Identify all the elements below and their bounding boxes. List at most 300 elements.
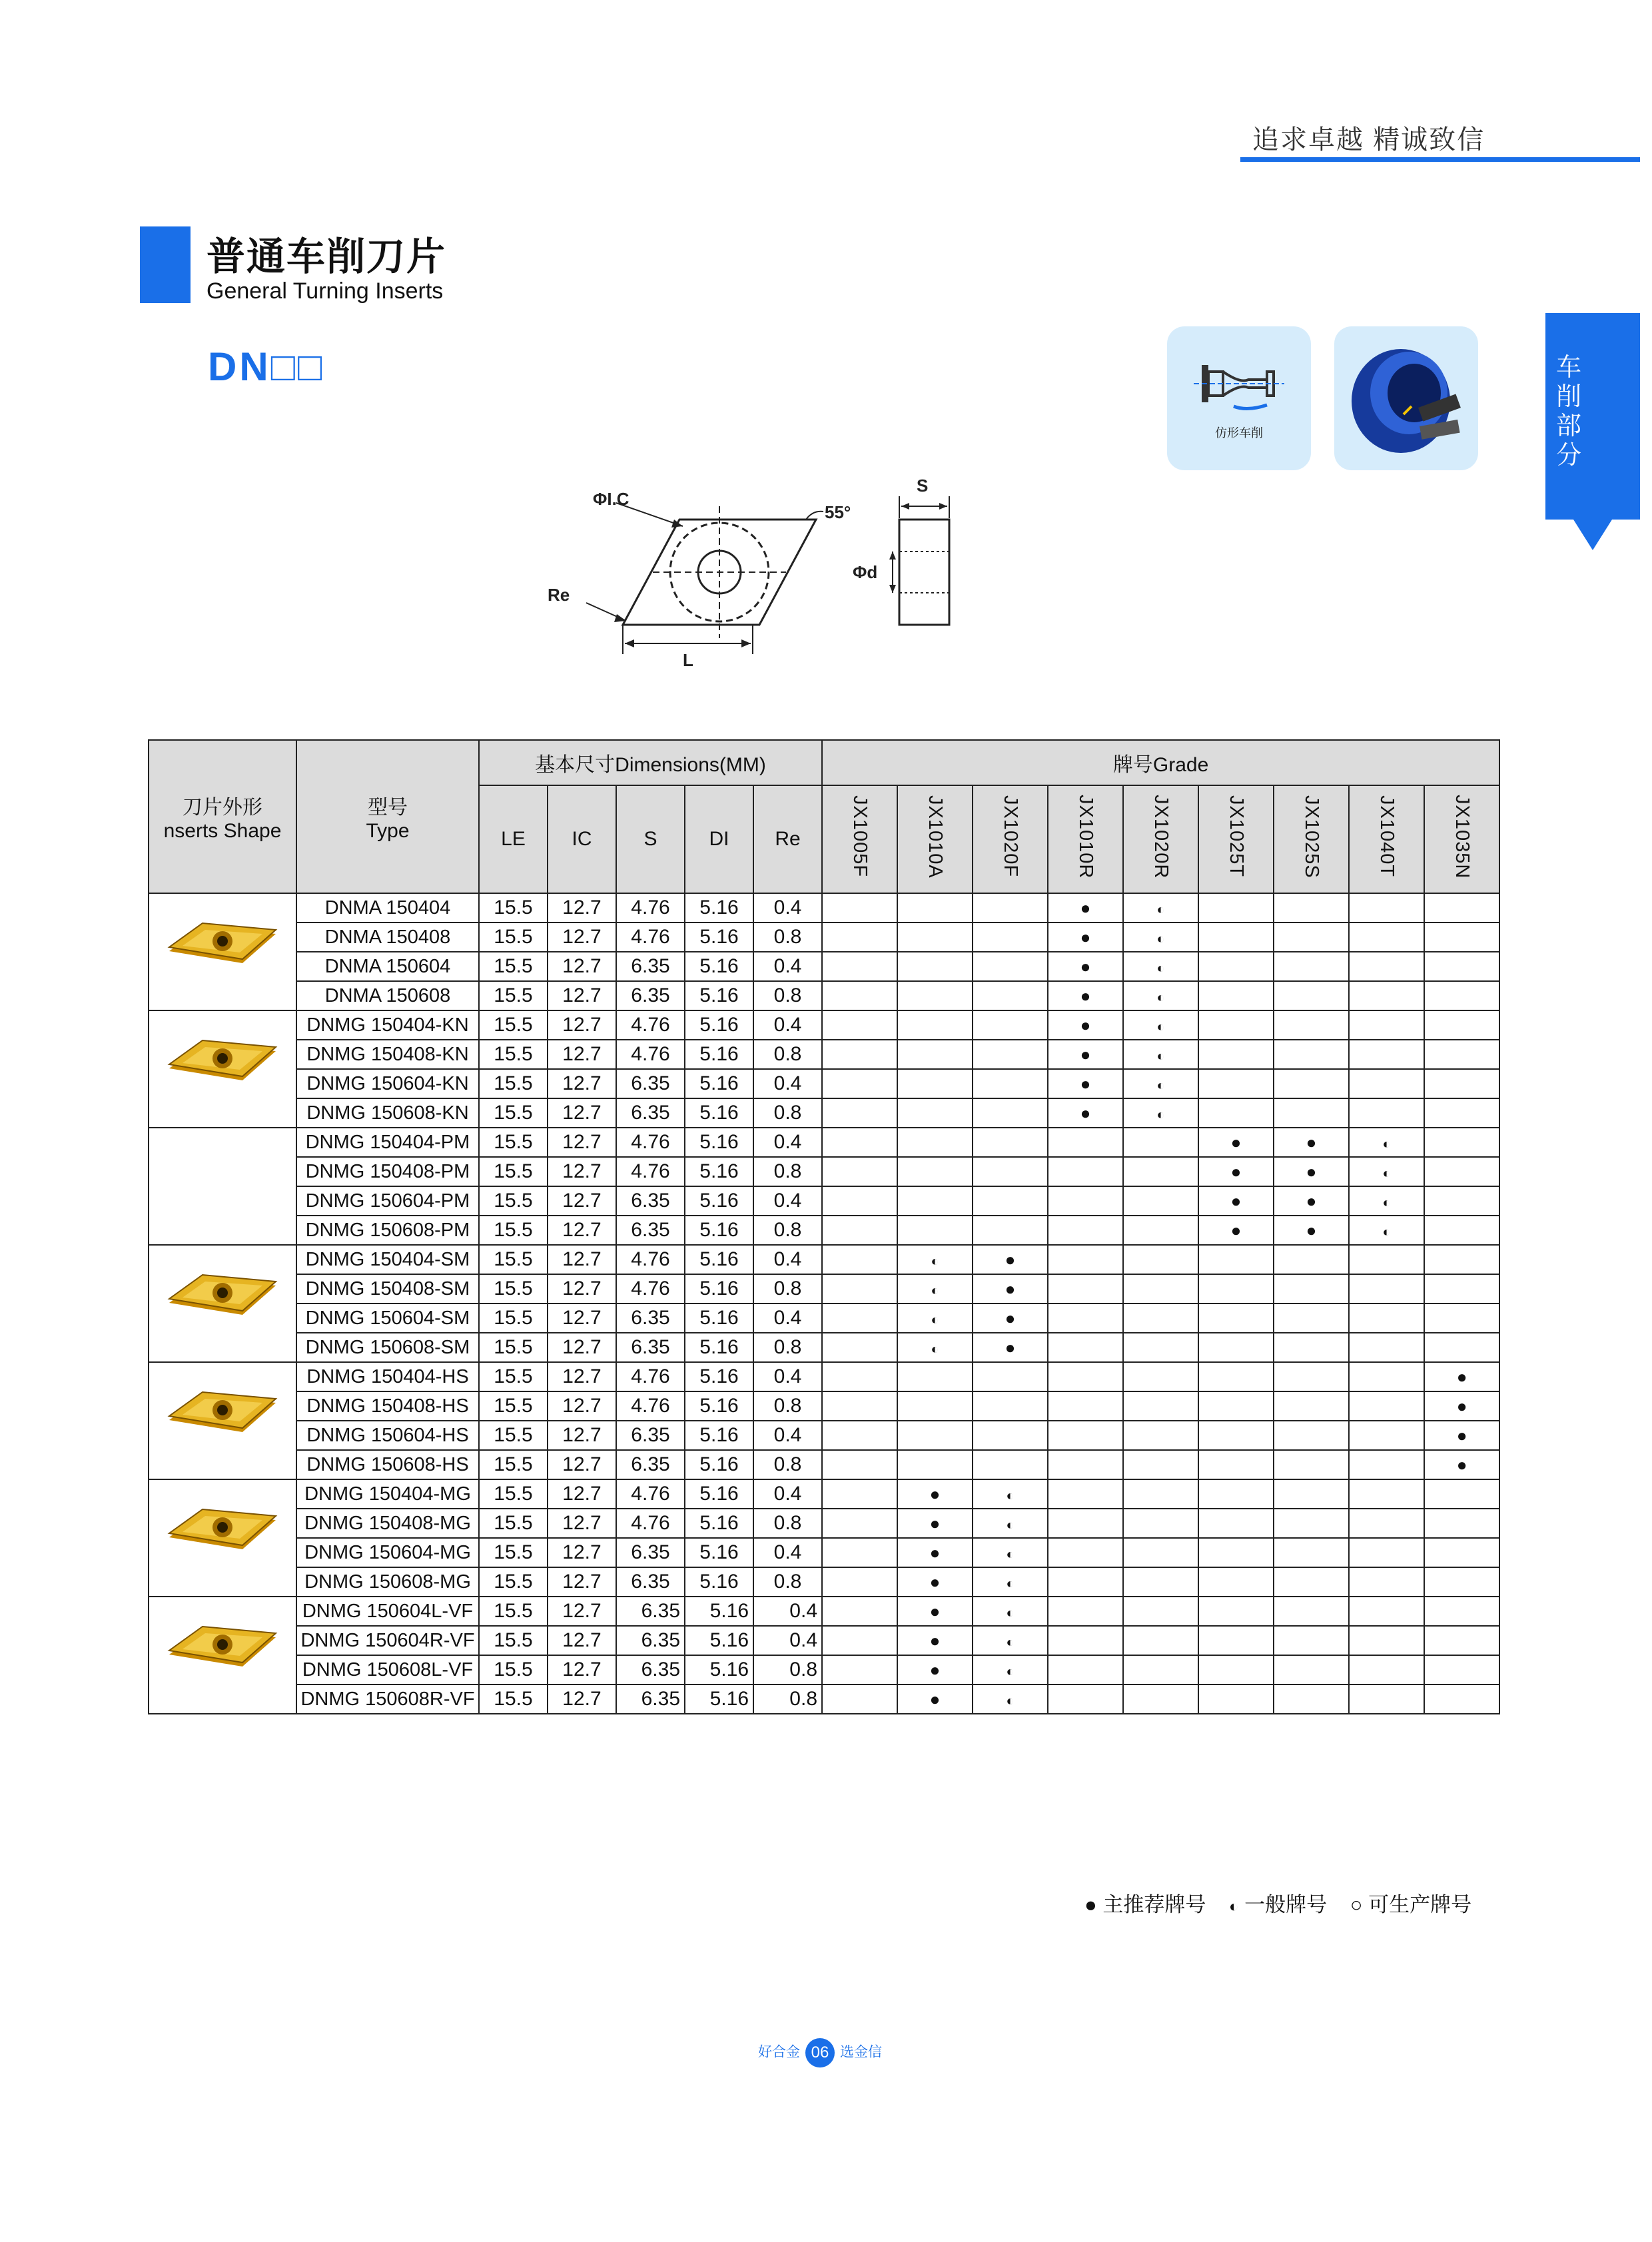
grade-mark-cell (897, 1479, 973, 1509)
dimension-cell: 0.8 (753, 1216, 822, 1245)
dimension-cell: 4.76 (616, 1040, 685, 1069)
grade-mark-cell (822, 1567, 897, 1597)
grade-mark: ◐ (1006, 1694, 1015, 1708)
grade-mark: ● (1080, 1044, 1091, 1064)
grade-mark-cell (1048, 1391, 1123, 1421)
grade-mark: ● (1005, 1279, 1016, 1299)
grade-mark-cell (1274, 1362, 1349, 1391)
grade-mark-cell (822, 1655, 897, 1684)
grade-mark-cell (897, 1157, 973, 1186)
grade-mark-cell (1349, 1069, 1424, 1098)
dimension-cell: 12.7 (548, 1098, 616, 1128)
profile-turning-card (1167, 326, 1311, 470)
grade-mark-cell (1198, 1655, 1274, 1684)
grade-mark-cell (1198, 981, 1274, 1010)
grade-mark: ● (1080, 1074, 1091, 1094)
dnmg-hs-insert-icon (156, 1368, 289, 1468)
grade-mark-cell (973, 1626, 1048, 1655)
grade-mark-cell (1274, 1391, 1349, 1421)
grade-mark-cell (1198, 1128, 1274, 1157)
grade-mark-cell (822, 1304, 897, 1333)
dnmg-sm-insert-icon (156, 1251, 289, 1351)
insert-shape-cell (149, 1010, 296, 1128)
grade-mark-cell (973, 1098, 1048, 1128)
insert-type-cell: DNMG 150604-MG (296, 1538, 479, 1567)
grade-mark-cell (1048, 1157, 1123, 1186)
grade-mark-cell (1123, 893, 1198, 923)
insert-shape-cell (149, 893, 296, 1010)
grade-mark-cell (1048, 1655, 1123, 1684)
dimension-cell: 4.76 (616, 1479, 685, 1509)
grade-mark: ◐ (931, 1342, 939, 1357)
grade-mark-cell (897, 1274, 973, 1304)
dimension-cell: 12.7 (548, 1333, 616, 1362)
insert-type-cell: DNMG 150608-HS (296, 1450, 479, 1479)
dimension-cell: 12.7 (548, 1274, 616, 1304)
grade-mark-cell (1424, 1567, 1499, 1597)
grade-mark: ◐ (931, 1313, 939, 1327)
dimension-cell: 15.5 (479, 981, 548, 1010)
grade-mark-cell (1048, 1479, 1123, 1509)
grade-mark: ● (1080, 1103, 1091, 1123)
re-label: Re (548, 585, 570, 605)
dimension-cell: 5.16 (685, 1626, 753, 1655)
dimension-cell: 6.35 (616, 1304, 685, 1333)
insert-type-cell: DNMG 150408-SM (296, 1274, 479, 1304)
table-row (149, 952, 1499, 981)
grade-mark-cell (822, 1509, 897, 1538)
table-body (149, 893, 1499, 1714)
table-row (149, 1684, 1499, 1714)
grade-mark-cell (822, 1157, 897, 1186)
grade-mark: ● (1230, 1162, 1242, 1182)
grade-mark-cell (1349, 1684, 1424, 1714)
grade-mark-cell (897, 1098, 973, 1128)
table-row (149, 1010, 1499, 1040)
dimension-cell: 0.8 (753, 1333, 822, 1362)
grade-mark-cell (1349, 981, 1424, 1010)
dimension-cell: 0.4 (753, 1626, 822, 1655)
grade-mark-cell (973, 1450, 1048, 1479)
grade-mark-cell (1198, 1362, 1274, 1391)
table-row (149, 1567, 1499, 1597)
grade-mark: ◐ (1382, 1196, 1391, 1210)
grade-code: JX1010A (925, 795, 947, 879)
grade-mark-cell (822, 1098, 897, 1128)
grade-mark-cell (1274, 1304, 1349, 1333)
dimension-cell: 6.35 (616, 1626, 685, 1655)
type-column-header (296, 740, 479, 893)
grade-mark-cell (1123, 1216, 1198, 1245)
table-row (149, 893, 1499, 923)
grade-mark: ◐ (1156, 990, 1165, 1005)
grade-mark-cell (973, 1304, 1048, 1333)
grade-mark-cell (1349, 1450, 1424, 1479)
grade-mark-cell (1123, 1362, 1198, 1391)
dimension-cell: 12.7 (548, 923, 616, 952)
grade-mark: ● (929, 1689, 941, 1709)
insert-type-cell: DNMG 150404-SM (296, 1245, 479, 1274)
grade-mark-cell (973, 1655, 1048, 1684)
grade-mark: ● (1080, 898, 1091, 918)
grade-mark: ● (1230, 1132, 1242, 1152)
grade-mark-cell (1048, 1040, 1123, 1069)
grade-code: JX1025S (1301, 795, 1323, 879)
grade-mark-cell (1123, 1479, 1198, 1509)
grade-mark-cell (973, 1010, 1048, 1040)
angle-label: 55° (825, 502, 851, 522)
grade-code: JX1040T (1376, 795, 1398, 878)
dimension-cell: 0.8 (753, 1450, 822, 1479)
grade-mark: ◐ (1006, 1635, 1015, 1650)
dimension-cell: 15.5 (479, 1597, 548, 1626)
dimension-cell: 5.16 (685, 1128, 753, 1157)
grade-mark-cell (1274, 923, 1349, 952)
grade-mark-cell (1198, 1333, 1274, 1362)
grade-mark-cell (897, 1216, 973, 1245)
grade-mark-cell (973, 1509, 1048, 1538)
table-row (149, 1655, 1499, 1684)
insert-shape-cell (149, 1128, 296, 1245)
dimension-cell: 5.16 (685, 1538, 753, 1567)
insert-type-cell: DNMG 150604L-VF (296, 1597, 479, 1626)
section-tab-label (1545, 353, 1592, 470)
dimension-cell: 5.16 (685, 1567, 753, 1597)
dimension-cell: 15.5 (479, 1655, 548, 1684)
thickness-label: S (917, 476, 929, 496)
grade-mark-cell (973, 923, 1048, 952)
section-tab-pointer (1573, 520, 1612, 550)
grade-mark-cell (1274, 1538, 1349, 1567)
grade-mark-cell (973, 1216, 1048, 1245)
grade-mark-cell (822, 1391, 897, 1421)
grade-mark-cell (897, 1567, 973, 1597)
grade-mark-cell (1123, 1010, 1198, 1040)
grade-code: JX1020R (1150, 794, 1172, 879)
grade-mark-cell (1198, 1567, 1274, 1597)
grade-mark: ● (1080, 927, 1091, 947)
dimension-cell: 5.16 (685, 1098, 753, 1128)
grade-mark-cell (822, 981, 897, 1010)
dimension-cell: 12.7 (548, 1597, 616, 1626)
external-turning-card (1334, 326, 1478, 470)
grade-mark-cell (822, 1450, 897, 1479)
grade-mark-cell (1349, 923, 1424, 952)
grade-mark: ● (1080, 986, 1091, 1006)
external-turning-icon (1334, 326, 1478, 470)
grade-mark-cell (1424, 1157, 1499, 1186)
grade-mark-cell (973, 1157, 1048, 1186)
grade-mark-cell (1048, 1684, 1123, 1714)
grade-mark-cell (1123, 1304, 1198, 1333)
dimension-cell: 4.76 (616, 923, 685, 952)
grade-mark-cell (1123, 1509, 1198, 1538)
grade-mark-cell (1123, 1128, 1198, 1157)
dimension-cell: 15.5 (479, 1509, 548, 1538)
dimension-cell: 4.76 (616, 1391, 685, 1421)
grade-code: JX1025T (1226, 795, 1248, 878)
table-row (149, 1186, 1499, 1216)
grade-mark-cell (973, 1479, 1048, 1509)
grade-code: JX1035N (1451, 794, 1473, 879)
grade-mark: ◐ (1006, 1577, 1015, 1591)
grade-mark: ● (929, 1543, 941, 1563)
dimension-cell: 15.5 (479, 1538, 548, 1567)
dimension-cell: 0.4 (753, 1479, 822, 1509)
dimension-cell: 5.16 (685, 1362, 753, 1391)
insert-shape-cell (149, 1479, 296, 1597)
dimension-cell: 5.16 (685, 1684, 753, 1714)
table-row (149, 1128, 1499, 1157)
dimension-cell: 6.35 (616, 1333, 685, 1362)
grade-mark-cell (822, 1626, 897, 1655)
dimension-cell: 12.7 (548, 1304, 616, 1333)
dimension-cell: 6.35 (616, 1567, 685, 1597)
grade-mark-cell (822, 1684, 897, 1714)
dimension-cell: 15.5 (479, 1684, 548, 1714)
grade-mark-cell (1424, 1597, 1499, 1626)
grade-mark-cell (1349, 1098, 1424, 1128)
insert-type-cell: DNMG 150408-PM (296, 1157, 479, 1186)
grade-mark-cell (1198, 1538, 1274, 1567)
grade-mark-cell (1198, 1421, 1274, 1450)
dimension-cell: 15.5 (479, 1304, 548, 1333)
insert-type-cell: DNMG 150608L-VF (296, 1655, 479, 1684)
grade-mark-cell (1349, 1216, 1424, 1245)
page-title: 普通车削刀片 (206, 235, 447, 278)
grade-mark: ● (929, 1631, 941, 1651)
grade-mark-cell (1048, 1304, 1123, 1333)
grade-mark-cell (1349, 1538, 1424, 1567)
grade-mark-cell (1424, 1333, 1499, 1362)
grade-mark-cell (1424, 893, 1499, 923)
dimension-cell: 6.35 (616, 1421, 685, 1450)
dimension-cell: 12.7 (548, 1421, 616, 1450)
grade-mark-cell (1198, 1157, 1274, 1186)
grade-mark-cell (1349, 1655, 1424, 1684)
grade-mark-cell (1198, 1216, 1274, 1245)
dimension-cell: 0.8 (753, 1274, 822, 1304)
header-slogan: 追求卓越 精诚致信 (1252, 125, 1485, 155)
grade-mark-cell (822, 1421, 897, 1450)
grade-mark-cell (1274, 1010, 1349, 1040)
dimension-cell: 12.7 (548, 1362, 616, 1391)
grade-mark-cell (1198, 1684, 1274, 1714)
dimension-cell: 4.76 (616, 1010, 685, 1040)
dimension-cell: 5.16 (685, 1597, 753, 1626)
dnmg-kn-insert-icon (156, 1016, 289, 1116)
dimension-cell: 12.7 (548, 1245, 616, 1274)
dimension-cell: 0.8 (753, 1040, 822, 1069)
grade-mark-cell (973, 1362, 1048, 1391)
grade-mark-cell (897, 1010, 973, 1040)
grade-mark-cell (1048, 1216, 1123, 1245)
dimension-cell: 0.8 (753, 923, 822, 952)
grade-mark: ● (1080, 1015, 1091, 1035)
dnmg-vf-insert-icon (156, 1603, 289, 1702)
dimension-cell: 15.5 (479, 1362, 548, 1391)
type-header-en: Type (366, 820, 410, 842)
dimension-cell: 15.5 (479, 1421, 548, 1450)
insert-type-cell: DNMG 150408-HS (296, 1391, 479, 1421)
grade-mark-cell (1349, 1509, 1424, 1538)
dimension-cell: 12.7 (548, 1684, 616, 1714)
table-row (149, 1479, 1499, 1509)
grade-mark-cell (1349, 1333, 1424, 1362)
grade-mark-cell (897, 1333, 973, 1362)
grade-code: JX1020F (1000, 795, 1022, 878)
dimension-cell: 15.5 (479, 1098, 548, 1128)
section-tab-char: 分 (1555, 442, 1581, 470)
dimension-cell: 0.8 (753, 1684, 822, 1714)
grade-mark-cell (1123, 1098, 1198, 1128)
grade-mark-cell (973, 1597, 1048, 1626)
grade-mark-cell (1424, 1098, 1499, 1128)
dimension-cell: 6.35 (616, 1597, 685, 1626)
dimension-cell: 15.5 (479, 1069, 548, 1098)
grade-column-header (1349, 785, 1424, 893)
grade-mark: ◐ (1156, 1020, 1165, 1034)
insert-type-cell: DNMG 150404-HS (296, 1362, 479, 1391)
grade-mark-cell (1424, 1509, 1499, 1538)
grade-mark-cell (1048, 1010, 1123, 1040)
grade-mark: ● (1230, 1191, 1242, 1211)
dimension-cell: 15.5 (479, 1333, 548, 1362)
hole-diameter-label: Φd (853, 562, 878, 582)
table-row (149, 1274, 1499, 1304)
table-header (149, 740, 1499, 893)
grade-mark: ● (1306, 1220, 1317, 1240)
grade-mark-cell (1424, 1128, 1499, 1157)
grade-mark-cell (973, 1245, 1048, 1274)
dimension-cell: 6.35 (616, 981, 685, 1010)
dimension-cell: 4.76 (616, 1509, 685, 1538)
grade-mark-cell (1198, 1186, 1274, 1216)
grade-mark-cell (1349, 1597, 1424, 1626)
grade-mark-cell (1123, 1040, 1198, 1069)
grade-mark-cell (1424, 1479, 1499, 1509)
dimension-cell: 0.4 (753, 952, 822, 981)
insert-type-cell: DNMG 150608-SM (296, 1333, 479, 1362)
grade-mark-cell (1349, 1304, 1424, 1333)
dimension-cell: 12.7 (548, 1069, 616, 1098)
grade-mark-cell (1048, 893, 1123, 923)
grade-mark-cell (822, 1010, 897, 1040)
dimension-cell: 0.8 (753, 1655, 822, 1684)
grade-mark-cell (1274, 1128, 1349, 1157)
page-number: 06 (805, 2038, 835, 2067)
grade-mark-cell (1274, 1597, 1349, 1626)
grade-mark: ◐ (1156, 903, 1165, 917)
insert-type-cell: DNMA 150404 (296, 893, 479, 923)
grade-mark-cell (897, 1128, 973, 1157)
grade-mark: ● (929, 1484, 941, 1504)
grade-mark-cell (973, 1684, 1048, 1714)
dimension-cell: 12.7 (548, 1479, 616, 1509)
dimension-column-header: Re (753, 785, 822, 893)
dimension-cell: 5.16 (685, 1391, 753, 1421)
grade-mark-cell (1274, 1040, 1349, 1069)
dimension-cell: 6.35 (616, 952, 685, 981)
dimension-cell: 5.16 (685, 1479, 753, 1509)
grade-column-header (1424, 785, 1499, 893)
dimension-cell: 0.4 (753, 1128, 822, 1157)
grade-mark-cell (1123, 1274, 1198, 1304)
grade-mark: ◐ (1382, 1225, 1391, 1240)
grade-mark-cell (1349, 952, 1424, 981)
header-rule (1240, 157, 1640, 162)
grade-mark-cell (897, 1186, 973, 1216)
grade-mark-cell (1424, 1216, 1499, 1245)
grade-mark-cell (973, 1186, 1048, 1216)
dimension-cell: 15.5 (479, 1245, 548, 1274)
grade-mark-cell (1424, 1010, 1499, 1040)
length-label: L (683, 650, 693, 670)
grade-mark-cell (1123, 1450, 1198, 1479)
dimension-cell: 5.16 (685, 1450, 753, 1479)
legend-available: ○ 可生产牌号 (1350, 1893, 1472, 1916)
dimension-cell: 5.16 (685, 1216, 753, 1245)
grade-mark-cell (822, 1538, 897, 1567)
dimension-cell: 0.8 (753, 1157, 822, 1186)
grade-mark-cell (1274, 1333, 1349, 1362)
grade-mark-cell (1274, 1655, 1349, 1684)
grade-mark-cell (1274, 981, 1349, 1010)
grade-mark-cell (1198, 1509, 1274, 1538)
grade-mark: ◐ (931, 1284, 939, 1298)
title-accent-bar (140, 226, 191, 303)
grade-mark-cell (1048, 1128, 1123, 1157)
grade-mark-cell (1349, 1479, 1424, 1509)
insert-type-cell: DNMG 150404-PM (296, 1128, 479, 1157)
table-row (149, 1040, 1499, 1069)
section-tab-char: 车 (1555, 354, 1581, 382)
grade-mark-cell (1123, 1391, 1198, 1421)
table-row (149, 1509, 1499, 1538)
dimension-cell: 5.16 (685, 923, 753, 952)
grade-mark: ● (929, 1660, 941, 1680)
grade-mark: ● (1306, 1191, 1317, 1211)
table-row (149, 1216, 1499, 1245)
section-tab-char: 削 (1555, 383, 1581, 411)
grade-code: JX1005F (849, 795, 871, 878)
footer-left-text: 好合金 (758, 2044, 800, 2060)
shape-column-header (149, 740, 296, 893)
dimension-cell: 0.4 (753, 1538, 822, 1567)
grade-mark-cell (973, 1391, 1048, 1421)
dnma-insert-icon (156, 899, 289, 999)
grade-mark-cell (1048, 1597, 1123, 1626)
grade-mark-cell (1274, 1069, 1349, 1098)
grade-mark-cell (1198, 1010, 1274, 1040)
dimension-cell: 6.35 (616, 1098, 685, 1128)
dimension-cell: 12.7 (548, 1538, 616, 1567)
grade-mark-cell (1349, 1391, 1424, 1421)
grade-mark: ◐ (1006, 1518, 1015, 1533)
grade-mark-cell (822, 893, 897, 923)
dimension-cell: 12.7 (548, 1128, 616, 1157)
grade-mark: ◐ (1156, 1108, 1165, 1122)
grade-mark: ● (1080, 956, 1091, 976)
grade-mark-cell (1274, 1509, 1349, 1538)
grade-mark: ◐ (1382, 1166, 1391, 1181)
grade-column-header (822, 785, 897, 893)
grade-mark-cell (1123, 1538, 1198, 1567)
grade-mark-cell (1274, 893, 1349, 923)
table-row (149, 1304, 1499, 1333)
dimension-cell: 5.16 (685, 1010, 753, 1040)
dimension-cell: 4.76 (616, 893, 685, 923)
